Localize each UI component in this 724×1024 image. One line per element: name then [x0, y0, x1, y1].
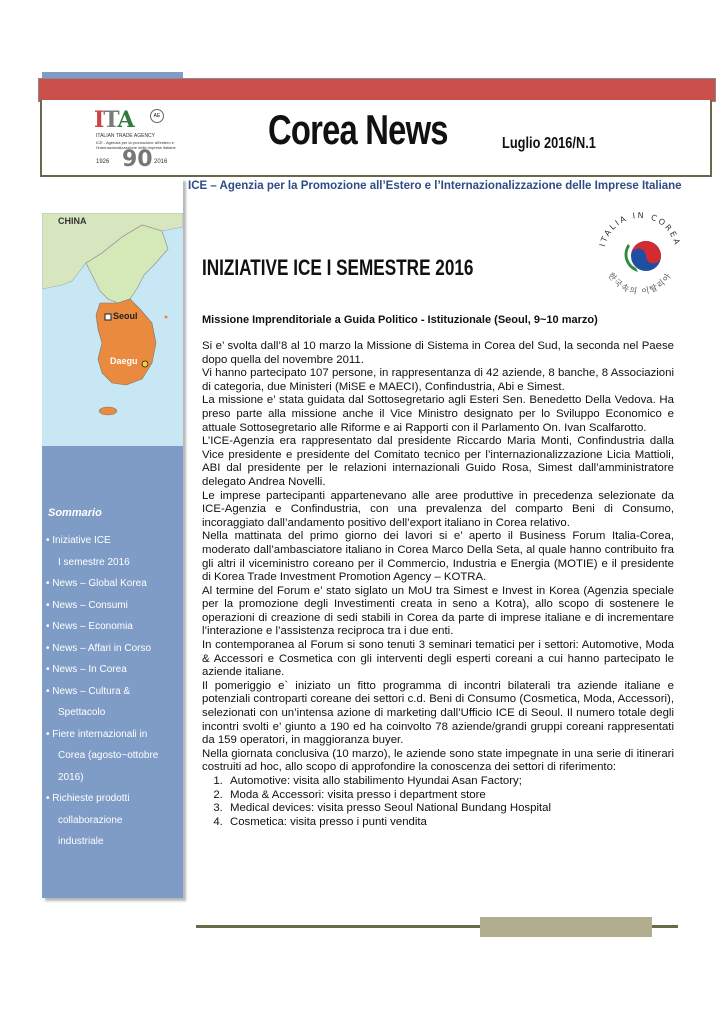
- sommario-item[interactable]: [46, 724, 180, 789]
- sommario-item[interactable]: [46, 638, 180, 660]
- logo-year-end: 2016: [154, 159, 168, 165]
- logo-brand-letter: A: [117, 107, 134, 133]
- logo-brand: [94, 107, 134, 133]
- sommario-item-label: • News – Economia: [46, 621, 133, 632]
- footer-block: [480, 917, 652, 937]
- sommario-item[interactable]: [46, 616, 180, 638]
- logo-brand-letter: T: [103, 107, 118, 133]
- logo-ae-mark: AE: [150, 109, 164, 123]
- newsletter-issue: Luglio 2016/N.1: [502, 135, 596, 152]
- sommario-item-label: • Iniziative ICE: [46, 535, 111, 546]
- article-paragraph: Al termine del Forum e’ stato siglato un MoU tra Simest e Invest in Korea (Agenzia speciale per la promozione degli Investimenti creata in seno a Kotra), allo scopo di sostenere le operazioni di creazione di sedi stabili in Corea da parte di imprese italiane e di incrementare l’interazione e l’assistenza reciproca tra i due enti.: [202, 584, 674, 638]
- svg-text:ITALIA IN COREA: [598, 211, 682, 248]
- italia-in-corea-emblem: [590, 202, 690, 302]
- article-paragraph: Il pomeriggio e` iniziato un fitto programma di incontri bilaterali tra aziende italiane e potenziali controparti coreane dei settori c.d. Beni di Consumo (Cosmetica, Moda, Accessori), selezionati con un’intensa azione di marketing dall’Ufficio ICE di Seoul. Il numero totale degli incontri svolti e’ giunto a 190 ed ha coinvolto 78 aziende/grandi gruppi coreani rappresentati da 159 operatori, in maggioranza buyer.: [202, 679, 674, 747]
- emblem-text: ITALIA IN COREA: [597, 210, 683, 248]
- article-paragraph: L’ICE-Agenzia era rappresentato dal presidente Riccardo Maria Monti, Confindustria dalla Vice presidente e presidente del Comitato tecnico per l’internazionalizzazione Licia Mattioli, ABI dal presidente per le relazioni internazionali Guido Rosa, Simest dall’amministratore delegato Andrea Novelli.: [202, 435, 674, 488]
- article-paragraph: Si e’ svolta dall’8 al 10 marzo la Missione di Sistema in Corea del Sud, la seconda nel Paese dopo quella del novembre 2011.: [202, 340, 674, 366]
- sommario-item-label: Corea (agosto~ottobre: [58, 750, 159, 761]
- ita-logo: [92, 107, 202, 173]
- map-label-china: CHINA: [58, 216, 87, 226]
- sommario-item-label: • News – Global Korea: [46, 578, 147, 589]
- sommario-item-label: 2016): [58, 771, 84, 783]
- sommario-item-label: industriale: [58, 836, 104, 847]
- emblem-graphic: [590, 202, 690, 302]
- article-paragraph: In contemporanea al Forum si sono tenuti 3 seminari tematici per i settori: Automotive, Moda & Accessori e Cosmetica con gli interventi degli esperti coreani a cui hanno partecipato le aziende italiane.: [202, 639, 674, 679]
- newsletter-title: Corea News: [268, 106, 448, 153]
- emblem-korean-text: 한국속의 이탈리아: [606, 270, 674, 297]
- logo-agency: ITALIAN TRADE AGENCY: [96, 133, 155, 139]
- sommario-item-label: • News – Cultura &: [46, 685, 131, 697]
- sommario-item[interactable]: [46, 530, 180, 573]
- article-paragraph: Le imprese partecipanti appartenevano alle aree produttive in precedenza selezionate da ICE-Agenzia e Confindustria, con una prevalenza del comparto Beni di Consumo, incoraggiato dall’andamento positivo dell’export italiano in Corea relativo.: [202, 489, 674, 529]
- header-red-bar: [38, 78, 716, 102]
- sommario-item[interactable]: [46, 595, 180, 617]
- logo-anniversary: 90: [122, 147, 153, 172]
- korea-map: [42, 213, 183, 446]
- article-paragraph: Vi hanno partecipato 107 persone, in rappresentanza di 42 aziende, 8 banche, 8 Associazioni di categoria, due Ministeri (MiSE e MAECI), Confindustria, Abi e Simest.: [202, 367, 674, 393]
- article-title: Missione Imprenditoriale a Guida Politico - Istituzionale (Seoul, 9~10 marzo): [202, 314, 598, 326]
- sommario-item-label: Spettacolo: [58, 707, 106, 718]
- sidebar-white-panel: [42, 178, 183, 213]
- sommario-item-label: collaborazione: [58, 814, 123, 826]
- article-paragraph: Nella mattinata del primo giorno dei lavori si e’ aperto il Business Forum Italia-Corea, moderato dall’ambasciatore italiano in Corea Marco Della Seta, al quale hanno contribuito fra gli altri il viceministro coreano per il Commercio, Industria e Energia (MOTIE) e il presidente di Korea Trade Investment Promotion Agency – KOTRA.: [202, 530, 674, 584]
- map-label-daegu: Daegu: [110, 356, 138, 366]
- sommario-item-label: I semestre 2016: [58, 556, 130, 568]
- sommario-item-label: • Fiere internazionali in: [46, 728, 148, 740]
- article-paragraph: Nella giornata conclusiva (10 marzo), le aziende sono state impegnate in una serie di itinerari costruiti ad hoc, allo scopo di approfondire la conoscenza dei settori di riferimento:: [202, 747, 674, 774]
- agency-subtitle: ICE – Agenzia per la Promozione all’Estero e l’Internazionalizzazione delle Imprese Italiane: [188, 180, 682, 192]
- sommario-item-label: • Richieste prodotti: [46, 793, 130, 804]
- sommario-item-label: • News – Affari in Corso: [46, 642, 152, 654]
- visits-list-item: 4. Cosmetica: visita presso i punti vendita: [226, 816, 674, 830]
- svg-text:한국속의 이탈리아: [606, 270, 673, 296]
- visits-list-item: 3. Medical devices: visita presso Seoul National Bundang Hospital: [226, 802, 674, 816]
- sommario-item[interactable]: [46, 573, 180, 595]
- sommario-item-label: • News – Consumi: [46, 599, 128, 611]
- map-label-seoul: Seoul: [113, 311, 138, 321]
- logo-year-start: 1926: [96, 159, 110, 165]
- sommario-item[interactable]: [46, 788, 180, 853]
- korea-map-graphic: [42, 213, 183, 446]
- visits-list-item: 2. Moda & Accessori: visita presso i department store: [226, 789, 674, 803]
- visits-list-item: 1. Automotive: visita allo stabilimento Hyundai Asan Factory;: [226, 775, 674, 789]
- sidebar: [42, 178, 183, 898]
- logo-ice-text: ICE - Agenzia per la promozione all'estero e l'internazionalizzazione delle imprese italiane: [96, 140, 176, 150]
- sommario-item[interactable]: [46, 681, 180, 724]
- logo-brand-letter: I: [94, 107, 104, 133]
- article-paragraph: La missione e’ stata guidata dal Sottosegretario agli Esteri Sen. Benedetto Della Vedova. Ha preso parte alla missione anche il Vice Ministro designato per lo Sviluppo Economico e attuale Sottosegretario alle Riforme e ai Rapporti con il Parlamento On. Ivan Scalfarotto.: [202, 394, 674, 434]
- visits-list: [202, 775, 674, 829]
- table-of-contents: [46, 530, 180, 853]
- section-heading: INIZIATIVE ICE I SEMESTRE 2016: [202, 255, 474, 280]
- sommario-heading: Sommario: [48, 507, 102, 519]
- sommario-item[interactable]: [46, 659, 180, 681]
- sommario-item-label: • News – In Corea: [46, 664, 127, 675]
- article-body: [202, 340, 674, 829]
